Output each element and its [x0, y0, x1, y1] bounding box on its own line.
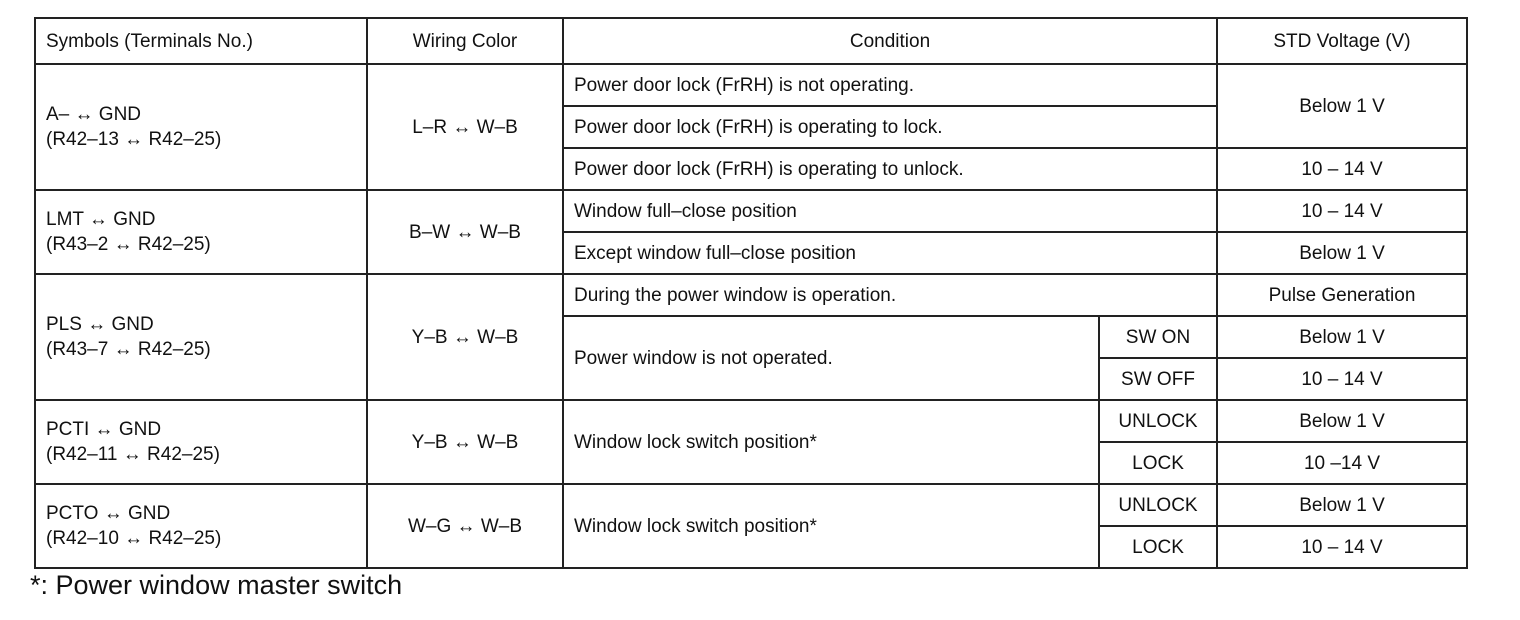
header-wiring-color: Wiring Color [367, 18, 563, 64]
table-row [35, 484, 1467, 526]
condition-cell: Window lock switch position* [563, 400, 1099, 484]
symbol-cell [35, 64, 367, 190]
voltage-cell: 10 – 14 V [1217, 190, 1467, 232]
wiring-color-cell: Y–B ↔ W–B [367, 400, 563, 484]
terminal-voltage-table [34, 17, 1468, 569]
voltage-cell: Below 1 V [1217, 64, 1467, 148]
symbol-label: PCTO ↔ GND [46, 503, 171, 524]
condition-cell: Power door lock (FrRH) is operating to lock. [563, 106, 1217, 148]
table-row [35, 400, 1467, 442]
symbol-label: LMT ↔ GND [46, 209, 156, 230]
terminal-label: (R43–2 ↔ R42–25) [46, 234, 211, 255]
wiring-color-cell: B–W ↔ W–B [367, 190, 563, 274]
condition-cell: During the power window is operation. [563, 274, 1217, 316]
voltage-cell: Below 1 V [1217, 400, 1467, 442]
sub-condition-cell: LOCK [1099, 526, 1217, 568]
voltage-cell: Below 1 V [1217, 232, 1467, 274]
symbol-label: A– ↔ GND [46, 104, 142, 125]
voltage-cell: Below 1 V [1217, 316, 1467, 358]
condition-cell: Except window full–close position [563, 232, 1217, 274]
symbol-cell [35, 484, 367, 568]
voltage-cell: Pulse Generation [1217, 274, 1467, 316]
footnote: *: Power window master switch [30, 570, 403, 600]
symbol-cell [35, 190, 367, 274]
voltage-cell: 10 – 14 V [1217, 358, 1467, 400]
symbol-cell [35, 274, 367, 400]
wiring-color-cell: L–R ↔ W–B [367, 64, 563, 190]
header-condition: Condition [563, 18, 1217, 64]
terminal-label: (R42–13 ↔ R42–25) [46, 129, 222, 150]
condition-cell: Power door lock (FrRH) is not operating. [563, 64, 1217, 106]
voltage-cell: 10 – 14 V [1217, 148, 1467, 190]
terminal-label: (R42–10 ↔ R42–25) [46, 528, 222, 549]
table-row [35, 274, 1467, 316]
condition-cell: Window full–close position [563, 190, 1217, 232]
terminal-label: (R43–7 ↔ R42–25) [46, 339, 211, 360]
wiring-color-cell: W–G ↔ W–B [367, 484, 563, 568]
symbol-cell [35, 400, 367, 484]
voltage-cell: Below 1 V [1217, 484, 1467, 526]
header-row [35, 18, 1467, 64]
sub-condition-cell: UNLOCK [1099, 484, 1217, 526]
sub-condition-cell: SW OFF [1099, 358, 1217, 400]
symbol-label: PCTI ↔ GND [46, 419, 162, 440]
table-row [35, 190, 1467, 232]
sub-condition-cell: LOCK [1099, 442, 1217, 484]
wiring-color-cell: Y–B ↔ W–B [367, 274, 563, 400]
condition-cell: Window lock switch position* [563, 484, 1099, 568]
terminal-label: (R42–11 ↔ R42–25) [46, 444, 220, 465]
header-std-voltage: STD Voltage (V) [1217, 18, 1467, 64]
sub-condition-cell: UNLOCK [1099, 400, 1217, 442]
voltage-cell: 10 –14 V [1217, 442, 1467, 484]
condition-cell: Power door lock (FrRH) is operating to unlock. [563, 148, 1217, 190]
header-symbols: Symbols (Terminals No.) [35, 18, 367, 64]
table-row [35, 64, 1467, 106]
voltage-cell: 10 – 14 V [1217, 526, 1467, 568]
condition-cell: Power window is not operated. [563, 316, 1099, 400]
sub-condition-cell: SW ON [1099, 316, 1217, 358]
symbol-label: PLS ↔ GND [46, 314, 154, 335]
